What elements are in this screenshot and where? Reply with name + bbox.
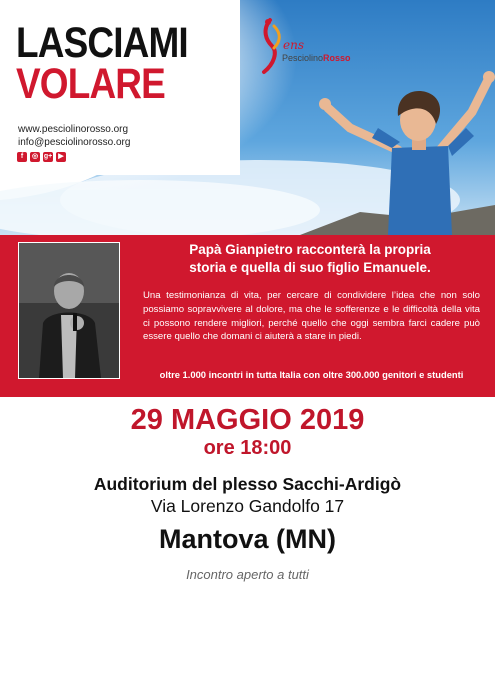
logo-name (282, 53, 351, 63)
logo-name-part2: Rosso (323, 53, 351, 63)
pesciolino-rosso-logo-icon (256, 16, 286, 76)
logo-ens-text: ens (283, 38, 304, 52)
event-venue: Auditorium del plesso Sacchi-Ardigò (93, 474, 402, 494)
instagram-icon[interactable]: ◎ (31, 153, 39, 160)
event-date: 29 MAGGIO 2019 (130, 404, 365, 436)
event-city: Mantova (MN) (159, 524, 336, 554)
band-headline-line-1: Papà Gianpietro racconterà la propria (189, 242, 431, 257)
event-time: ore 18:00 (203, 437, 292, 459)
band-headline-line-2: storia e quella di suo figlio Emanuele. (189, 260, 431, 275)
facebook-icon[interactable]: f (17, 152, 27, 162)
main-title-line-2: VOLARE (16, 60, 165, 108)
logo-name-part1: Pesciolino (282, 53, 324, 63)
email-link[interactable]: info@pesciolinorosso.org (18, 137, 131, 148)
website-link[interactable]: www.pesciolinorosso.org (18, 124, 129, 135)
event-note: Incontro aperto a tutti (186, 567, 309, 582)
youtube-icon[interactable]: ▶ (56, 152, 66, 162)
main-title-line-1: LASCIAMI (16, 19, 188, 67)
band-description: Una testimonianza di vita, per cercare di condividere l’idea che non solo possiamo sopravvivere al dolore, ma che le sofferenze e le difficoltà della vita ci possono rendere migliori, perché quello che oggi sembra farci cadere può essere quello che domani ci aiuterà a stare in piedi. (143, 290, 480, 343)
google-plus-icon[interactable]: g+ (43, 153, 53, 160)
band-headline (135, 241, 485, 277)
social-icons (17, 152, 66, 162)
event-address: Via Lorenzo Gandolfo 17 (150, 496, 345, 516)
speaker-figure (19, 243, 119, 378)
band-stats: oltre 1.000 incontri in tutta Italia con oltre 300.000 genitori e studenti (159, 369, 464, 380)
speaker-photo (18, 242, 120, 379)
